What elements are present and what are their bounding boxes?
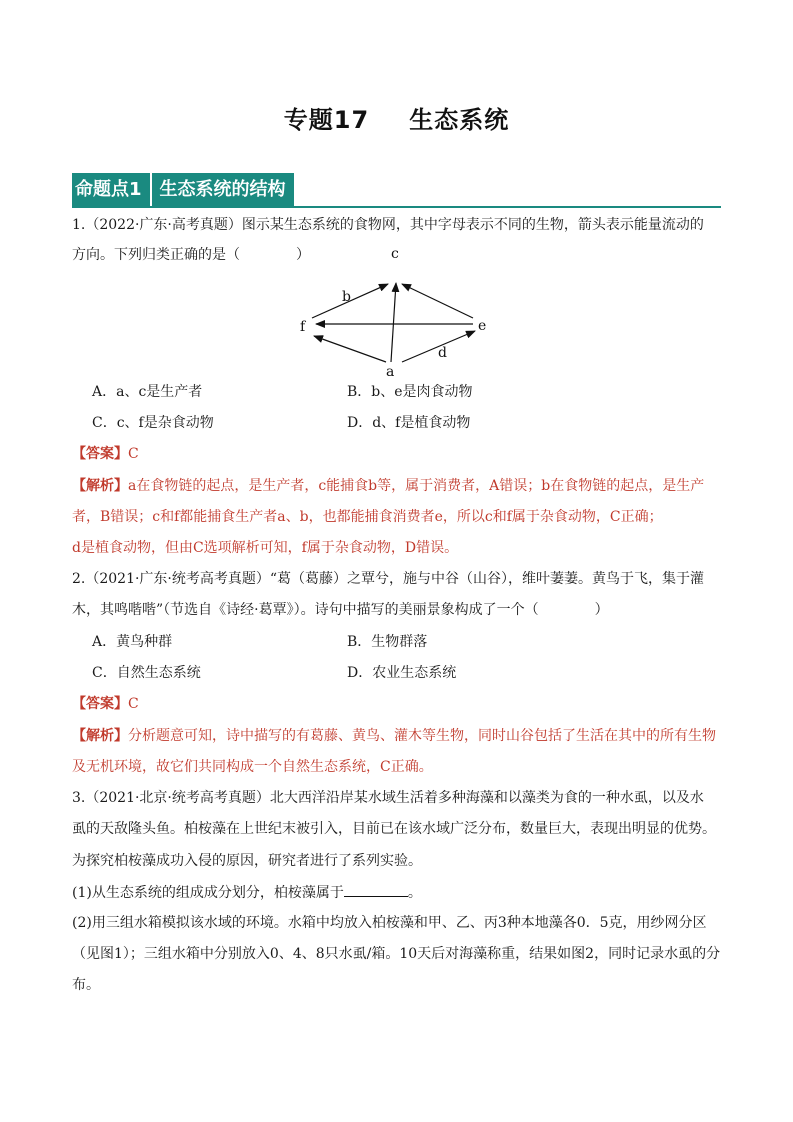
q3-sub1-end: 。: [407, 885, 422, 901]
q1-stem-line2: 方向。下列归类正确的是（ ）: [72, 247, 310, 263]
q3-sub2-line1: (2)用三组水箱模拟该水域的环境。水箱中均放入柏桉藻和甲、乙、丙3种本地藻各0．5克，用纱网分区: [72, 915, 707, 931]
node-e: e: [478, 318, 487, 334]
q1-analysis-line2: 者，B错误；c和f都能捕食生产者a、b，也都能捕食消费者e，所以c和f属于杂食动物，C正确；: [72, 509, 663, 525]
q2-analysis-tag: 【解析】: [72, 728, 128, 744]
q2-option-c: C．自然生态系统: [92, 665, 201, 681]
q1-option-d: D．d、f是植食动物: [347, 415, 471, 431]
food-web-diagram: [290, 238, 500, 378]
q1-answer-value: C: [128, 446, 139, 462]
q3-sub1-answer-blank[interactable]: [344, 882, 408, 897]
q3-stem-line1: 3.（2021·北京·统考高考真题）北大西洋沿岸某水域生活着多种海藻和以藻类为食的一种水虱，以及水: [72, 790, 704, 806]
q1-option-c: C．c、f是杂食动物: [92, 415, 214, 431]
q1-analysis-line1: [72, 476, 722, 496]
q2-answer: [72, 694, 722, 714]
arrow-a-to-c: [391, 283, 396, 362]
title-topic-name: 生态系统: [409, 106, 510, 134]
section-name: 生态系统的结构: [159, 179, 286, 200]
title-topic-number: 专题17: [283, 106, 370, 134]
q3-stem-line2: 虱的天敌隆头鱼。柏桉藻在上世纪末被引入，目前已在该水域广泛分布，数量巨大，表现出明显的优势。: [72, 821, 716, 837]
q1-stem-line1: 1.（2022·广东·高考真题）图示某生态系统的食物网，其中字母表示不同的生物，箭头表示能量流动的: [72, 217, 704, 233]
q1-analysis-text1: a在食物链的起点，是生产者，c能捕食b等，属于消费者，A错误；b在食物链的起点，是生产: [128, 478, 705, 494]
section-number: 命题点1: [75, 179, 142, 200]
q1-answer: [72, 444, 722, 464]
arrow-a-to-f: [314, 336, 386, 362]
q2-option-d: D．农业生态系统: [347, 665, 457, 681]
section-header: [72, 173, 294, 206]
q3-stem-line3: 为探究柏桉藻成功入侵的原因，研究者进行了系列实验。: [72, 853, 422, 869]
q2-answer-tag: 【答案】: [72, 696, 128, 712]
q3-sub1: [72, 882, 722, 903]
q1-answer-tag: 【答案】: [72, 446, 128, 462]
section-underline: [72, 206, 721, 208]
q3-sub2-line3: 布。: [72, 977, 100, 993]
q2-answer-value: C: [128, 696, 139, 712]
q2-option-a: A．黄鸟种群: [92, 634, 173, 650]
q2-stem-line1: 2.（2021·广东·统考高考真题）“葛（葛藤）之覃兮，施与中谷（山谷），维叶萋萋。黄鸟于飞，集于灌: [72, 571, 705, 587]
q2-stem-line2: 木，其鸣喈喈”（节选自《诗经·葛覃》）。诗句中描写的美丽景象构成了一个（ ）: [72, 602, 609, 618]
q1-analysis-tag: 【解析】: [72, 478, 128, 494]
q3-sub1-text: (1)从生态系统的组成成分划分，柏桉藻属于: [72, 885, 344, 901]
q2-analysis-line2: 及无机环境，故它们共同构成一个自然生态系统，C正确。: [72, 759, 433, 775]
node-f: f: [300, 319, 306, 335]
arrow-e-to-c: [402, 284, 473, 318]
q1-analysis-line3: d是植食动物，但由C选项解析可知，f属于杂食动物，D错误。: [72, 540, 459, 556]
node-b: b: [342, 289, 351, 305]
q1-option-b: B．b、e是肉食动物: [347, 384, 473, 400]
q2-option-b: B．生物群落: [347, 634, 428, 650]
q3-sub2-line2: （见图1）；三组水箱中分别放入0、4、8只水虱/箱。10天后对海藻称重，结果如图2，同时记录水虱的分: [72, 946, 721, 962]
section-divider: [150, 173, 152, 206]
q1-option-a: A．a、c是生产者: [92, 384, 203, 400]
page-title: [0, 100, 793, 135]
node-a: a: [386, 364, 395, 378]
q2-analysis-line1: [72, 726, 722, 746]
node-d: d: [438, 345, 447, 361]
node-c: c: [391, 246, 399, 262]
q2-analysis-text1: 分析题意可知，诗中描写的有葛藤、黄鸟、灌木等生物，同时山谷包括了生活在其中的所有生物: [128, 728, 716, 744]
